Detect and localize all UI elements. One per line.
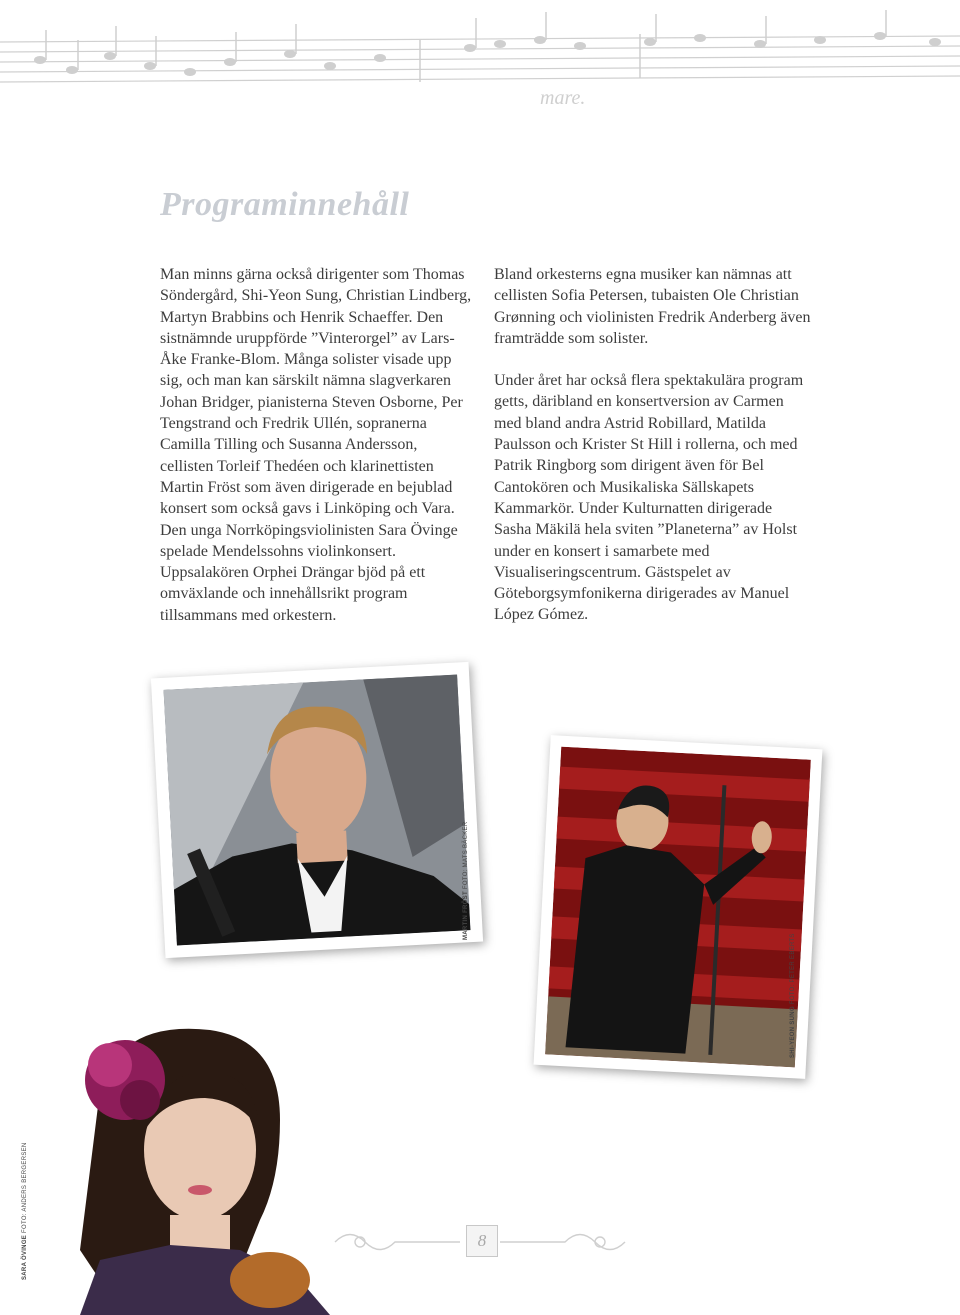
paragraph: Bland orkesterns egna musiker kan nämnas att cellisten Sofia Petersen, tubaisten Ole Christian Grønning och violinisten Fredrik Anderberg även framträdde som solister.	[494, 266, 811, 347]
photo-shi-yeon-sung	[534, 735, 823, 1079]
portrait-image	[164, 674, 471, 945]
photo-sara-ovinge	[40, 1010, 330, 1315]
music-staff-decoration	[0, 0, 960, 150]
page-number: 8	[466, 1225, 498, 1257]
portrait-image	[40, 1010, 330, 1315]
paragraph: Under året har också flera spektakulära program getts, däribland en konsertversion av Carmen med bland andra Astrid Robillard, Matilda Paulsson och Krister St Hill i rollerna, och med Patrik Ringborg som dirigent även för Bel Cantokören och Musikaliska Sällskapets Kammarkör. Under Kulturnatten dirigerade Sasha Mäkilä hela sviten ”Planeterna” av Holst under en konsert i samarbete med Visualiseringscentrum. Gästspelet av Göteborgsymfonikerna dirigerades av Manuel López Gómez.	[494, 372, 804, 624]
text-column-right	[494, 264, 812, 626]
photo-martin-frost	[151, 662, 483, 958]
page-title: Programinnehåll	[160, 186, 410, 223]
photo-credit: SARA ÖVINGE FOTO: ANDERS BERGERSEN	[22, 1142, 28, 1280]
paragraph: Man minns gärna också dirigenter som Thomas Söndergård, Shi-Yeon Sung, Christian Lindberg, Martyn Brabbins och Henrik Schaeffer. Den sistnämnde uruppförde ”Vinterorgel” av Lars-Åke Franke-Blom. Många solister visade upp sig, och man kan särskilt nämna slagverkaren Johan Bridger, pianisterna Steven Osborne, Per Tengstrand och Fredrik Ullén, sopranerna Camilla Tilling och Susanna Andersson, cellisten Torleif Thedéen och klarinettisten Martin Fröst som även dirigerade en bejublad konsert som också gavs i Linköping och Vara. Den unga Norrköpingsviolinisten Sara Övinge spelade Mendelssohns violinkonsert. Uppsalakören Orphei Drängar bjöd på ett omväxlande och innehållsrikt program tillsammans med orkestern.	[160, 266, 472, 624]
photo-credit: SHI-YEON SUNG FOTO: PETER EBERTS	[790, 933, 796, 1058]
photo-credit: MARTIN FRÖST FOTO: MATS BÄCKER	[463, 821, 469, 940]
conductor-image	[545, 747, 811, 1068]
text-column-left	[160, 264, 472, 626]
svg-text:mare.: mare.	[540, 87, 586, 109]
